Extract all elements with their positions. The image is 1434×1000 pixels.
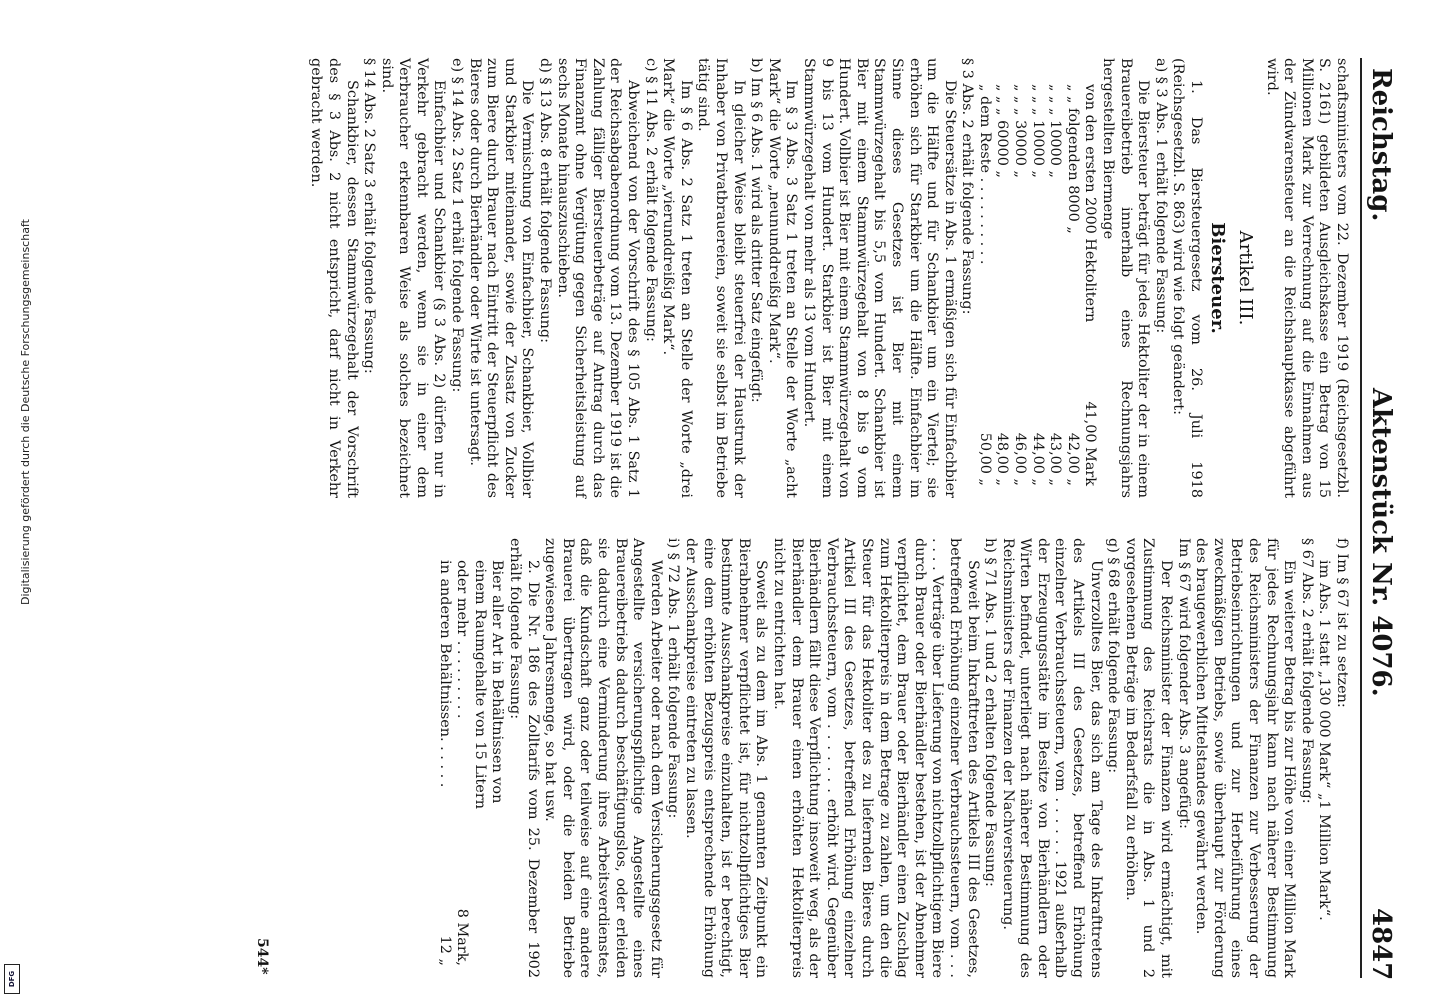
rate-row: „ „ „ 30000 „ 46,00 „	[1012, 84, 1029, 486]
item-d-text: Die Vermischung von Einfachbier, Schankbier, Vollbier und Starkbier miteinander, sowie der Zusatz von Zucker zum Biere durch Brauer nach Eintritt der Steuerpflicht des Bieres oder durch Bierhändler oder Wirte ist untersagt.	[466, 58, 536, 498]
item-b-intro: b) Im § 6 Abs. 1 wird als dritter Satz eingefügt:	[748, 58, 765, 403]
rate-row: „ dem Reste . . . . . . . . . . 50,00 „	[976, 84, 993, 486]
rotated-document	[100, 58, 1400, 981]
header-reichstag: Reichstag.	[1366, 68, 1396, 222]
tariff-row: einem Raumgehalte von 15 Litern	[471, 560, 488, 809]
tariff-row: in anderen Behältnissen. . . . . . 12 „	[436, 560, 453, 966]
item-f3-text: Der Reichsminister der Finanzen wird ermächtigt, mit Zustimmung des Reichsrats die in Abs. 1 und 2 vorgesehenen Beträge im Bedarfsfall zu erhöhen.	[1122, 538, 1175, 978]
tariff-heading: Bier aller Art in Behältnissen von	[489, 560, 506, 804]
paragraph-1: 1. Das Biersteuergesetz vom 26. Juli 1918 (Reichsgesetzbl. S. 863) wird wie folgt geändert:	[1170, 58, 1205, 498]
item-h-intro: h) § 71 Abs. 1 und 2 erhalten folgende Fassung:	[982, 538, 999, 887]
item-a2-text: Die Steuersätze in Abs. 1 ermäßigen sich für Einfachbier um die Hälfte und für Schankbier um ein Viertel; sie erhöhen sich für Starkbier um die Hälfte. Einfachbier im Sinne dieses Gesetzes ist Bier mit einem Stammwürzegehalt bis 5,5 vom Hundert. Schankbier ist Bier mit einem Stammwürzegehalt von 8 bis 9 vom Hundert. Vollbier ist Bier mit einem Stammwürzegehalt von 9 bis 13 vom Hundert. Starkbier ist Bier mit einem Stammwürzegehalt von mehr als 13 vom Hundert.	[800, 58, 958, 498]
rate-row: „ „ „ 10000 „ 44,00 „	[1029, 84, 1046, 486]
item-a-intro: a) § 3 Abs. 1 erhält folgende Fassung:	[1152, 58, 1169, 334]
rate-row: „ „ „ 60000 „ 48,00 „	[994, 84, 1011, 486]
paragraph-2: 2. Die Nr. 186 des Zolltarifs vom 25. Dezember 1902 erhält folgende Fassung:	[507, 538, 541, 978]
rate-row: von den ersten 2000 Hektolitern 41,00 Mark	[1082, 84, 1099, 486]
header-aktenstueck: Aktenstück Nr. 4076.	[1366, 388, 1396, 697]
left-column	[307, 58, 1350, 498]
item-h-text: Soweit beim Inkrafttreten des Artikels III des Gesetzes, betreffend Erhöhung einzelner Verbrauchssteuern, vom . . . . . . . Verträge über Lieferung von nichtzollpflichtigem Biere durch Brauer oder Bierhändler bestehen, ist der Abnehmer verpflichtet, dem Brauer oder Bierhändler einen Zuschlag zum Hektoliterpreis in dem Betrage zu zahlen, um den die Steuer für das Hektoliter des zu liefernden Bieres durch Artikel III des Gesetzes, betreffend Erhöhung einzelner Verbrauchssteuern, vom . . . . . . . erhöht wird. Gegenüber Bierhändlern fällt diese Verpflichtung insoweit weg, als der Bierhändler dem Brauer einen erhöhten Hektoliterpreis nicht zu entrichten hat.	[771, 538, 981, 978]
item-g-text: Unverzolltes Bier, das sich am Tage des Inkrafttretens des Artikels III des Gesetzes, betreffend Erhöhung einzelner Verbrauchssteuern, vom . . . . . . 1921 außerhalb der Erzeugungsstätte im Besitze von Bierhändlern oder Wirten befindet, unterliegt nach näherer Bestimmung des Reichsministers der Finanzen der Nachversteuerung.	[999, 538, 1104, 978]
intro-text: schaftsministers vom 22. Dezember 1919 (Reichsgesetzbl. S. 2161) gebildeten Ausgleichskasse ein Betrag von 15 Millionen Mark zur Verrechnung auf die Einnahmen aus der Zündwarensteuer an die Reichshauptkasse abgeführt wird.	[1263, 58, 1350, 498]
item-b-text: In gleicher Weise bleibt steuerfrei der Haustrunk der Inhaber von Privatbrauereien, soweit sie selbst im Betriebe tätig sind.	[695, 58, 747, 498]
item-i-text: Werden Arbeiter oder nach dem Versicherungsgesetz für Angestellte versicherungspflichtige Angestellte eines Brauereibetriebs dadurch beschäftigungslos, oder erleiden sie dadurch eine Verminderung ihres Arbeitsverdienstes, daß die Kundschaft ganz oder teilweise auf eine andere Brauerei übertragen wird, oder die beiden Betriebe zugewiesene Jahresmenge, so hat usw.	[542, 538, 664, 978]
item-g-intro: g) § 68 erhält folgende Fassung:	[1105, 538, 1122, 774]
item-b-text2: Im § 6 Abs. 2 Satz 1 treten an Stelle der Worte „drei Mark“ die Worte „vierunddreißig Mark“.	[660, 58, 694, 498]
header-page-number: 4847	[1366, 908, 1396, 981]
item-a-text: Die Biersteuer beträgt für jedes Hektoliter der in einem Brauereibetrieb innerhalb eines Rechnungsjahrs hergestellten Biermenge	[1100, 58, 1152, 498]
dfg-logo-icon	[4, 964, 20, 994]
item-a2-text2: Im § 3 Abs. 3 Satz 1 treten an Stelle der Worte „acht Mark“ die Worte „neununddreißig Mark“.	[765, 58, 800, 498]
rate-row: „ „ folgenden 8000 „ 42,00 „	[1064, 84, 1081, 486]
item-e2-text: Schankbier, dessen Stammwürzegehalt der Vorschrift des § 3 Abs. 2 nicht entspricht, darf nicht in Verkehr gebracht werden.	[308, 58, 360, 498]
item-e-text: Einfachbier und Schankbier (§ 3 Abs. 2) dürfen nur in Verkehr gebracht werden, wenn sie in einer dem Verbraucher erkennbaren Weise als solches bezeichnet sind.	[378, 58, 448, 498]
item-f2-intro: § 67 Abs. 2 erhält folgende Fassung:	[1298, 538, 1315, 804]
item-f3-intro: Im § 67 wird folgender Abs. 3 angefügt:	[1175, 538, 1192, 829]
item-e2-intro: § 14 Abs. 2 Satz 3 erhält folgende Fassung:	[361, 58, 378, 374]
right-column	[435, 538, 1350, 978]
dfg-logo-text: DFG	[8, 970, 16, 988]
item-i-intro: i) § 72 Abs. 1 erhält folgende Fassung:	[665, 538, 682, 819]
page-header	[1360, 58, 1400, 981]
item-f2-text: Ein weiterer Betrag bis zur Höhe von einer Million Mark für jedes Rechnungsjahr kann nach näherer Bestimmung des Reichsministers der Finanzen zur Verbesserung der Betriebseinrichtungen und zur Herbeiführung eines zweckmäßigen Betriebs, sowie überhaupt zur Förderung des braugewerblichen Mittelstandes gewährt werden.	[1193, 538, 1298, 978]
article-subtitle: Biersteuer.	[1207, 222, 1229, 334]
item-a2-intro: § 3 Abs. 2 erhält folgende Fassung:	[959, 58, 976, 315]
digitization-credit: Digitalisierung gefördert durch die Deutsche Forschungsgemeinschaft	[19, 219, 32, 605]
article-title: Artikel III.	[1235, 230, 1257, 326]
rate-table	[975, 58, 1098, 498]
item-h-text2: Soweit als zu dem im Abs. 1 genannten Zeitpunkt ein Bierabnehmer verpflichtet ist, für nichtzollpflichtiges Bier bestimmte Ausschankpreise einzuhalten, ist er berechtigt, eine dem erhöhten Bezugspreis entsprechende Erhöhung der Ausschankpreise eintreten zu lassen.	[683, 538, 770, 978]
item-c-text: Abweichend von der Vorschrift des § 105 Abs. 1 Satz 1 der Reichsabgabenordnung vom 13. Dezember 1919 ist die Zahlung fälliger Biersteuerbeträge auf Antrag durch das Finanzamt ohne Vergütung gegen Sicherheitsleistung auf sechs Monate hinauszuschieben.	[554, 58, 642, 498]
item-f-text: im Abs. 1 statt „130 000 Mark“ „1 Million Mark“.	[1316, 560, 1333, 921]
item-f-intro: f) Im § 67 ist zu setzen:	[1334, 538, 1350, 708]
item-d-intro: d) § 13 Abs. 8 erhält folgende Fassung:	[537, 58, 554, 343]
item-e-intro: e) § 14 Abs. 2 Satz 1 erhält folgende Fassung:	[449, 58, 466, 393]
header-rule	[1360, 58, 1362, 978]
item-c-intro: c) § 11 Abs. 2 erhält folgende Fassung:	[642, 58, 659, 342]
rate-row: „ „ „ 10000 „ 43,00 „	[1047, 84, 1064, 486]
tariff-row: oder mehr . . . . . . . . . 8 Mark,	[454, 560, 471, 966]
page-code: 544*	[254, 938, 270, 975]
digitization-sidebar	[0, 0, 32, 1000]
